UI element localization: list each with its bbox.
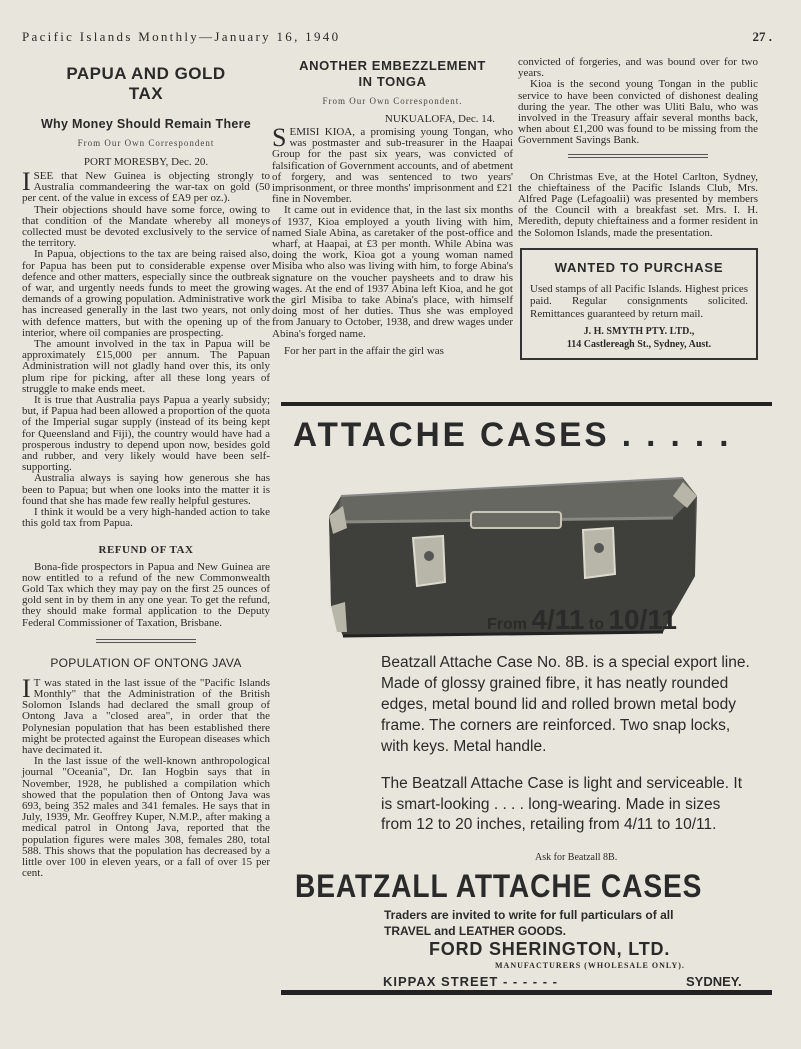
page-number: 27 . [752,29,772,44]
paragraph [22,673,270,756]
ad-manufacturers: MANUFACTURERS (WHOLESALE ONLY). [495,961,685,970]
paragraph: In the last issue of the well-known anthropological journal "Oceania", Dr. Ian Hogbin says that in November, 1928, he published a compilation which showed that the population then of Ontong Java was 693, being 352 males and 341 females. He says that in July, 1939, Mr. Geoffrey Kuper, N.M.P., after making a medical patrol in Ontong Java, reported that the population figures were males 308, females 280, total 588. This shows that the population has decreased by a little over 100 in eleven years, or a fall of over 15 per cent. [22,755,270,880]
price-low: 4/11 [531,604,585,635]
article-title-tonga [272,58,513,90]
article-body-christmas [518,172,758,239]
ad-address: 114 Castlereagh St., Sydney, Aust. [566,339,712,351]
paragraph: convicted of forgeries, and was bound over for two years. [518,56,758,80]
column-right [518,57,758,360]
ad-company: FORD SHERINGTON, LTD. [429,939,671,959]
ad-street: KIPPAX STREET - - - - - - [383,974,558,989]
ad-headline: ATTACHE CASES . . . . . [293,416,732,454]
ad-traders-line2: TRAVEL and LEATHER GOODS. [384,924,567,938]
paragraph-text: T was stated in the last issue of the "Pacific Islands Monthly" that the Administration of the British Solomon Islands had declared the small group of Ontong Java a "closed area", in order that the Polynesian population that has been established there might be protected against the European diseases which have decimated it. [22,676,270,756]
running-title: Pacific Islands Monthly—January 16, 1940 [22,29,341,44]
paragraph: Bona-fide prospectors in Papua and New Guinea are now entitled to a refund of the new Commonwealth Gold Tax which they may pay on the first 25 ounces of gold sent in by them in any one year. To get the refund, they should make formal application to the Deputy Federal Commissioner of Taxation, Brisbane. [22,560,270,629]
price-high: 10/11 [608,604,677,635]
drop-cap: I [22,167,31,196]
price-to-label: to [588,616,604,633]
paragraph: It came out in evidence that, in the last six months of 1937, Kioa employed a youth living with him, named Siale Abina, as caretaker of the post-office and wharf, at Haapai, at £3 per month. While Abina was doing the work, Kioa got a young woman named Misiba who also was living with him, to forge Abina's signature on the voucher paysheets and to draw his wages. At the end of 1937 Abina left Kioa, and he got the girl Misiba to take Abina's place, with himself doing most of her duties. Thus she was employed from January to October, 1938, and drew wages under Abina's forged name. [272,204,513,340]
article-title-papua [22,64,270,104]
ad-text: Used stamps of all Pacific Islands. Highest prices paid. Regular consignments solicited. Remittances guaranteed by return mail. [530,282,748,320]
article-body-tonga-continued [518,57,758,147]
paragraph: In Papua, objections to the tax are being raised also, for Papua has been put to considerable expense over defence and other matters, especially since the outbreak of war, and urgently needs funds to meet the growing demands of a growing population. Administrative work has increased generally in the last two years, not only with defence matters, but with the opening up of the interior, where oil companies are prospecting. [22,248,270,339]
paragraph-text: SEE that New Guinea is objecting strongly to Australia commandeering the war-tax on gold (50 per cent. of the value in excess of £A9 per oz.). [22,170,270,205]
ad-city: SYDNEY. [686,974,742,989]
paragraph [22,167,270,205]
paragraph: On Christmas Eve, at the Hotel Carlton, Sydney, the chieftainess of the Pacific Islands Club, Mrs. Alfred Page (Lefagoalii) was presented by members of the Council with a breakfast set. Mrs. I. H. Meredith, deputy chieftainess and a former resident in the Solomon Islands, made the presentation. [518,170,758,239]
running-header [22,29,772,47]
article-body-refund [22,562,270,629]
title-line-1: PAPUA AND GOLD [66,64,226,83]
article-body-ontong [22,673,270,880]
paragraph: It is true that Australia pays Papua a yearly subsidy; but, if Papua had been allowed a proportion of the quota of the Imperial sugar supply (instead of its being kept for Queensland and Fiji), the country would have had a prosperous industry to depend upon now, besides gold and rubber, and very likely would have been self-supporting. [22,394,270,474]
article-subtitle: Why Money Should Remain There [40,117,252,131]
wanted-to-purchase-ad [520,248,758,361]
title-line-1: ANOTHER EMBEZZLEMENT [299,58,486,73]
ad-bottom-rule [281,990,772,995]
price-from-label: From [487,616,527,633]
section-heading-refund: REFUND OF TAX [98,543,194,556]
ad-traders-line1: Traders are invited to write for full particulars of all [384,908,674,922]
dateline: NUKUALOFA, Dec. 14. [384,113,495,125]
paragraph: Their objections should have some force, owing to that condition of the Mandate whereby all moneys collected must be devoted exclusively to the service of the territory. [22,203,270,250]
title-line-2: TAX [128,84,164,103]
dateline: PORT MORESBY, Dec. 20. [83,156,209,168]
ad-description: Beatzall Attache Case No. 8B. is a special export line. Made of glossy grained fibre, it has neatly rounded edges, metal bound lid and rolled brown metal body frame. The corners are reinforced. Two snap locks, with keys. Metal handle. [381,654,750,755]
attache-case-advertisement [283,408,773,1000]
article-body-tonga [272,123,513,357]
ad-ask: Ask for Beatzall 8B. [535,852,618,863]
title-line-2: IN TONGA [358,74,427,89]
paragraph-text: EMISI KIOA, a promising young Tongan, who was postmaster and sub-treasurer in the Haapai Group for the past six years, was convicted of falsification of Government accounts, and of abetment of forgery, and was sentenced to two years' imprisonment, or three months' imprisonment and £21 fine in November. [272,126,513,206]
ad-brand: BEATZALL ATTACHE CASES [295,868,703,904]
ad-top-rule [281,402,772,406]
drop-cap: I [22,673,31,703]
divider [568,154,708,158]
paragraph: For her part in the affair the girl was [284,344,444,357]
ad-price [487,604,677,636]
column-middle [272,58,513,357]
paragraph: I think it would be a very high-handed action to take this gold tax from Papua. [22,506,270,530]
ad-company: J. H. SMYTH PTY. LTD., [583,326,695,338]
paragraph: Kioa is the second young Tongan in the public service to have been convicted of dishonest dealing during the year. The other was Uliti Balu, who was involved in the Treasury affair several months back, when about £1,200 was found to be missing from the Government Savings Bank. [518,78,758,147]
byline: From Our Own Correspondent [77,138,215,148]
drop-cap: S [272,123,287,152]
divider [96,639,196,643]
ad-heading: WANTED TO PURCHASE [554,259,724,275]
article-body-papua [22,167,270,530]
paragraph: The amount involved in the tax in Papua will be approximately £15,000 per annum. The Papuan Administration will not gladly hand over this, its only plum ripe for picking, after all these long years of struggle to make ends meet. [22,338,270,395]
byline: From Our Own Correspondent. [322,96,463,106]
paragraph [272,123,513,206]
column-left [22,58,270,879]
section-heading-ontong: POPULATION OF ONTONG JAVA [50,655,242,670]
ad-description-2: The Beatzall Attache Case is light and serviceable. It is smart-looking . . . . long-wearing. Made in sizes from 12 to 20 inches, retailing from 4/11 to 10/11. [381,775,743,833]
paragraph: Australia always is saying how generous she has been to Papua; but when one looks into the matter it is found that she has made few really helpful gestures. [22,472,270,507]
